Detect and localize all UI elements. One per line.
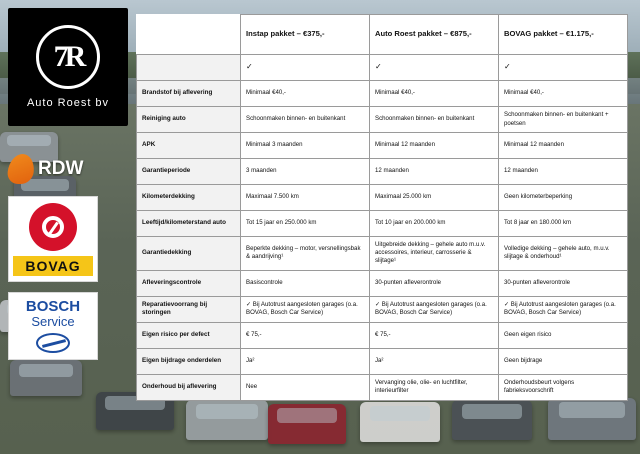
row-cell: Vervanging olie, olie- en luchtfilter, interieurfilter bbox=[370, 374, 499, 400]
header-instap-pakket: Instap pakket – €375,- bbox=[241, 15, 370, 55]
row-label bbox=[137, 55, 241, 81]
row-cell: ✓ Bij Autotrust aangesloten garages (o.a. BOVAG, Bosch Car Service) bbox=[499, 296, 628, 322]
parked-car bbox=[360, 402, 440, 442]
table-row bbox=[137, 211, 628, 237]
row-label: Brandstof bij aflevering bbox=[137, 81, 241, 107]
table-row bbox=[137, 159, 628, 185]
row-label: Leeftijd/kilometerstand auto bbox=[137, 211, 241, 237]
row-label: Garantieperiode bbox=[137, 159, 241, 185]
table-row bbox=[137, 348, 628, 374]
row-cell: 30-punten afleverontrole bbox=[499, 270, 628, 296]
row-cell: Tot 10 jaar en 200.000 km bbox=[370, 211, 499, 237]
table-row bbox=[137, 185, 628, 211]
row-cell: 12 maanden bbox=[499, 159, 628, 185]
table-row bbox=[137, 270, 628, 296]
row-cell: Minimaal €40,- bbox=[241, 81, 370, 107]
row-label: Garantiedekking bbox=[137, 237, 241, 271]
bovag-logo bbox=[8, 196, 98, 282]
row-cell: Geen kilometerbeperking bbox=[499, 185, 628, 211]
table-row bbox=[137, 296, 628, 322]
row-cell: Geen eigen risico bbox=[499, 322, 628, 348]
row-cell: Beperkte dekking – motor, versnellingsbak & aandrijving¹ bbox=[241, 237, 370, 271]
row-label: Kilometerdekking bbox=[137, 185, 241, 211]
row-label: Eigen bijdrage onderdelen bbox=[137, 348, 241, 374]
header-bovag-pakket: BOVAG pakket – €1.175,- bbox=[499, 15, 628, 55]
row-cell: Tot 15 jaar en 250.000 km bbox=[241, 211, 370, 237]
row-label: Afleveringscontrole bbox=[137, 270, 241, 296]
row-cell: Volledige dekking – gehele auto, m.u.v. slijtage & onderhoud¹ bbox=[499, 237, 628, 271]
table-row bbox=[137, 55, 628, 81]
auto-roest-name: Auto Roest bv bbox=[26, 97, 110, 109]
row-cell: Minimaal 12 maanden bbox=[370, 133, 499, 159]
auto-roest-monogram: 7R bbox=[53, 40, 83, 73]
row-label: Reparatievoorrang bij storingen bbox=[137, 296, 241, 322]
row-cell: Minimaal €40,- bbox=[499, 81, 628, 107]
row-cell: Minimaal €40,- bbox=[370, 81, 499, 107]
table-body bbox=[137, 55, 628, 401]
row-cell: ✓ bbox=[370, 55, 499, 81]
row-cell: € 75,- bbox=[241, 322, 370, 348]
row-cell: Maximaal 25.000 km bbox=[370, 185, 499, 211]
table-row bbox=[137, 322, 628, 348]
row-cell: Schoonmaken binnen- en buitenkant + poetsen bbox=[499, 107, 628, 133]
parked-car bbox=[10, 360, 82, 396]
row-cell: 30-punten afleverontrole bbox=[370, 270, 499, 296]
auto-roest-ring-icon bbox=[36, 25, 100, 89]
row-label: Eigen risico per defect bbox=[137, 322, 241, 348]
table-row bbox=[137, 107, 628, 133]
table-row bbox=[137, 133, 628, 159]
bosch-label: BOSCH bbox=[25, 298, 81, 315]
bosch-service-logo bbox=[8, 292, 98, 360]
row-cell: Geen bijdrage bbox=[499, 348, 628, 374]
comparison-table bbox=[136, 14, 628, 401]
row-cell: Minimaal 12 maanden bbox=[499, 133, 628, 159]
row-cell: Minimaal 3 maanden bbox=[241, 133, 370, 159]
header-auto-roest-pakket: Auto Roest pakket – €875,- bbox=[370, 15, 499, 55]
rdw-logo bbox=[8, 152, 126, 186]
row-cell: Schoonmaken binnen- en buitenkant bbox=[241, 107, 370, 133]
rdw-label: RDW bbox=[38, 158, 84, 179]
row-cell: ✓ Bij Autotrust aangesloten garages (o.a. BOVAG, Bosch Car Service) bbox=[241, 296, 370, 322]
row-cell: ✓ bbox=[499, 55, 628, 81]
row-cell: Uitgebreide dekking – gehele auto m.u.v. accessoires, interieur, carrosserie & slijtage¹ bbox=[370, 237, 499, 271]
auto-roest-logo bbox=[8, 8, 128, 126]
row-label: Onderhoud bij aflevering bbox=[137, 374, 241, 400]
row-cell: Ja² bbox=[241, 348, 370, 374]
row-cell: ✓ bbox=[241, 55, 370, 81]
parked-car bbox=[548, 398, 636, 440]
table-row bbox=[137, 237, 628, 271]
row-cell: Maximaal 7.500 km bbox=[241, 185, 370, 211]
bosch-armature-icon bbox=[36, 333, 70, 353]
bovag-target-icon bbox=[29, 203, 77, 251]
row-cell: Onderhoudsbeurt volgens fabrieksvoorschrift bbox=[499, 374, 628, 400]
row-cell: Ja² bbox=[370, 348, 499, 374]
parked-car bbox=[452, 400, 532, 440]
table-header bbox=[137, 15, 628, 55]
row-cell: 12 maanden bbox=[370, 159, 499, 185]
table-row bbox=[137, 81, 628, 107]
row-cell: ✓ Bij Autotrust aangesloten garages (o.a. BOVAG, Bosch Car Service) bbox=[370, 296, 499, 322]
row-cell: 3 maanden bbox=[241, 159, 370, 185]
parked-car bbox=[186, 400, 268, 440]
row-label: APK bbox=[137, 133, 241, 159]
row-label: Reiniging auto bbox=[137, 107, 241, 133]
parked-car bbox=[268, 404, 346, 444]
flame-icon bbox=[6, 154, 35, 184]
row-cell: Schoonmaken binnen- en buitenkant bbox=[370, 107, 499, 133]
table-header-row bbox=[137, 15, 628, 55]
package-comparison-table bbox=[136, 14, 628, 401]
table-row bbox=[137, 374, 628, 400]
bosch-service-label: Service bbox=[31, 313, 75, 329]
header-label-cell bbox=[137, 15, 241, 55]
bovag-label: BOVAG bbox=[13, 256, 93, 276]
row-cell: Basiscontrole bbox=[241, 270, 370, 296]
row-cell: Tot 8 jaar en 180.000 km bbox=[499, 211, 628, 237]
row-cell: € 75,- bbox=[370, 322, 499, 348]
row-cell: Nee bbox=[241, 374, 370, 400]
logo-column bbox=[8, 8, 128, 360]
